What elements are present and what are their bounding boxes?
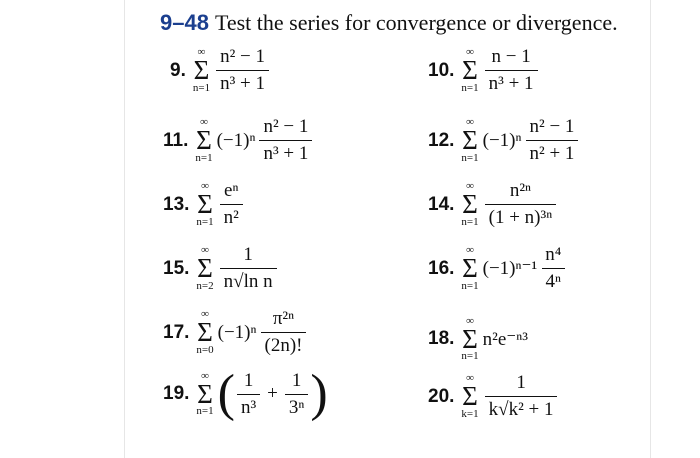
fraction	[485, 180, 557, 229]
sum-upper-limit: ∞	[201, 180, 209, 193]
problem-number: 19.	[163, 383, 190, 404]
numerator: 1	[243, 244, 253, 265]
problem-20	[428, 372, 559, 421]
problem-9	[170, 46, 271, 95]
right-paren: )	[310, 365, 328, 422]
sum-lower-limit: k=1	[461, 407, 479, 420]
numerator: n² − 1	[529, 116, 575, 137]
sum-upper-limit: ∞	[466, 180, 474, 193]
fraction	[541, 244, 565, 293]
problem-12	[428, 116, 580, 165]
problem-number: 12.	[428, 129, 455, 151]
fraction	[526, 116, 579, 165]
numerator: 1	[291, 369, 302, 391]
summation	[461, 117, 478, 163]
fraction	[261, 308, 307, 357]
numerator: 1	[516, 372, 526, 393]
instruction-text: Test the series for convergence or divergence.	[214, 10, 618, 35]
denominator: n²	[220, 204, 243, 229]
problem-number: 20.	[428, 385, 455, 407]
sum-upper-limit: ∞	[201, 369, 209, 382]
problem-number: 18.	[428, 328, 455, 350]
sum-lower-limit: n=1	[461, 279, 479, 292]
denominator: n³ + 1	[485, 70, 538, 95]
numerator: n⁴	[545, 244, 562, 265]
sum-upper-limit: ∞	[200, 116, 208, 129]
problem-number: 10.	[428, 59, 455, 81]
denominator: n³	[237, 394, 260, 419]
problem-13	[163, 180, 245, 229]
denominator: n² + 1	[526, 140, 579, 165]
sum-upper-limit: ∞	[466, 116, 474, 129]
fraction	[285, 370, 308, 419]
problem-number: 9.	[170, 59, 186, 81]
sum-upper-limit: ∞	[201, 308, 209, 321]
numerator: n² − 1	[263, 116, 309, 137]
sigma-icon: Σ	[197, 317, 213, 348]
problem-19	[163, 365, 328, 422]
sigma-icon: Σ	[462, 125, 478, 156]
sum-lower-limit: n=2	[196, 279, 214, 292]
problem-17	[163, 308, 308, 357]
sign-factor: (−1)ⁿ	[217, 321, 257, 343]
sigma-icon: Σ	[193, 55, 210, 86]
sum-lower-limit: n=1	[461, 350, 479, 363]
sum-lower-limit: n=0	[196, 343, 214, 356]
summation	[196, 181, 213, 227]
denominator: 3ⁿ	[285, 394, 308, 419]
summation	[193, 47, 210, 93]
denominator: (2n)!	[261, 332, 307, 357]
numerator: 1	[243, 369, 254, 391]
sum-lower-limit: n=1	[461, 215, 479, 228]
summation	[461, 316, 478, 362]
fraction	[485, 46, 538, 95]
sign-factor: (−1)ⁿ	[482, 129, 522, 151]
problem-number: 13.	[163, 193, 190, 215]
sigma-icon: Σ	[197, 378, 213, 409]
sum-upper-limit: ∞	[466, 244, 474, 257]
fraction	[220, 244, 277, 293]
sigma-icon: Σ	[462, 324, 478, 354]
sum-lower-limit: n=1	[192, 81, 211, 94]
problem-number: 16.	[428, 257, 455, 279]
numerator: π²ⁿ	[272, 308, 295, 329]
problem-16	[428, 244, 567, 293]
sign-factor: (−1)ⁿ⁻¹	[482, 258, 538, 279]
problem-number: 17.	[163, 321, 190, 343]
summation	[196, 371, 213, 417]
fraction	[237, 370, 260, 419]
sum-lower-limit: n=1	[461, 151, 479, 164]
sum-upper-limit: ∞	[466, 372, 474, 385]
plus-operator: +	[267, 383, 278, 404]
sum-lower-limit: n=1	[195, 151, 213, 164]
problem-number: 15.	[163, 257, 190, 279]
summation	[461, 181, 478, 227]
problem-11	[163, 116, 314, 165]
denominator: 4ⁿ	[542, 268, 565, 293]
sigma-icon: Σ	[196, 125, 212, 156]
sigma-icon: Σ	[462, 55, 478, 86]
summation	[195, 117, 212, 163]
summation	[196, 309, 213, 355]
sum-upper-limit: ∞	[197, 46, 206, 59]
summation	[461, 373, 478, 419]
sigma-icon: Σ	[462, 381, 478, 412]
problem-number: 11.	[163, 129, 189, 151]
fraction	[485, 372, 558, 421]
fraction	[216, 46, 269, 95]
summation	[461, 47, 478, 93]
sum-lower-limit: n=1	[461, 81, 479, 94]
sigma-icon: Σ	[462, 253, 478, 284]
problem-10	[428, 46, 540, 95]
left-paren: (	[217, 365, 235, 422]
denominator: k√k² + 1	[485, 396, 558, 421]
sign-factor: (−1)ⁿ	[216, 129, 256, 151]
section-number: 9–48	[160, 10, 209, 35]
sum-upper-limit: ∞	[201, 244, 209, 257]
sigma-icon: Σ	[197, 253, 213, 284]
denominator: n√ln n	[220, 268, 277, 293]
sigma-icon: Σ	[197, 189, 213, 220]
problem-14	[428, 180, 558, 229]
numerator: n − 1	[491, 46, 531, 67]
problem-18	[428, 316, 530, 362]
summation	[196, 245, 213, 291]
problem-15	[163, 244, 279, 293]
sum-upper-limit: ∞	[466, 46, 474, 59]
denominator: (1 + n)³ⁿ	[485, 204, 557, 229]
sum-upper-limit: ∞	[466, 315, 474, 327]
denominator: n³ + 1	[216, 70, 269, 95]
sum-lower-limit: n=1	[196, 215, 214, 228]
summation	[461, 245, 478, 291]
exercise-header	[160, 10, 618, 36]
fraction	[220, 180, 243, 229]
sum-lower-limit: n=1	[196, 405, 214, 418]
numerator: eⁿ	[224, 180, 239, 201]
fraction	[259, 116, 312, 165]
denominator: n³ + 1	[259, 140, 312, 165]
problem-number: 14.	[428, 193, 455, 215]
series-term: n²e⁻ⁿ³	[482, 328, 528, 350]
numerator: n²ⁿ	[509, 180, 532, 201]
numerator: n² − 1	[220, 46, 265, 67]
sigma-icon: Σ	[462, 189, 478, 220]
